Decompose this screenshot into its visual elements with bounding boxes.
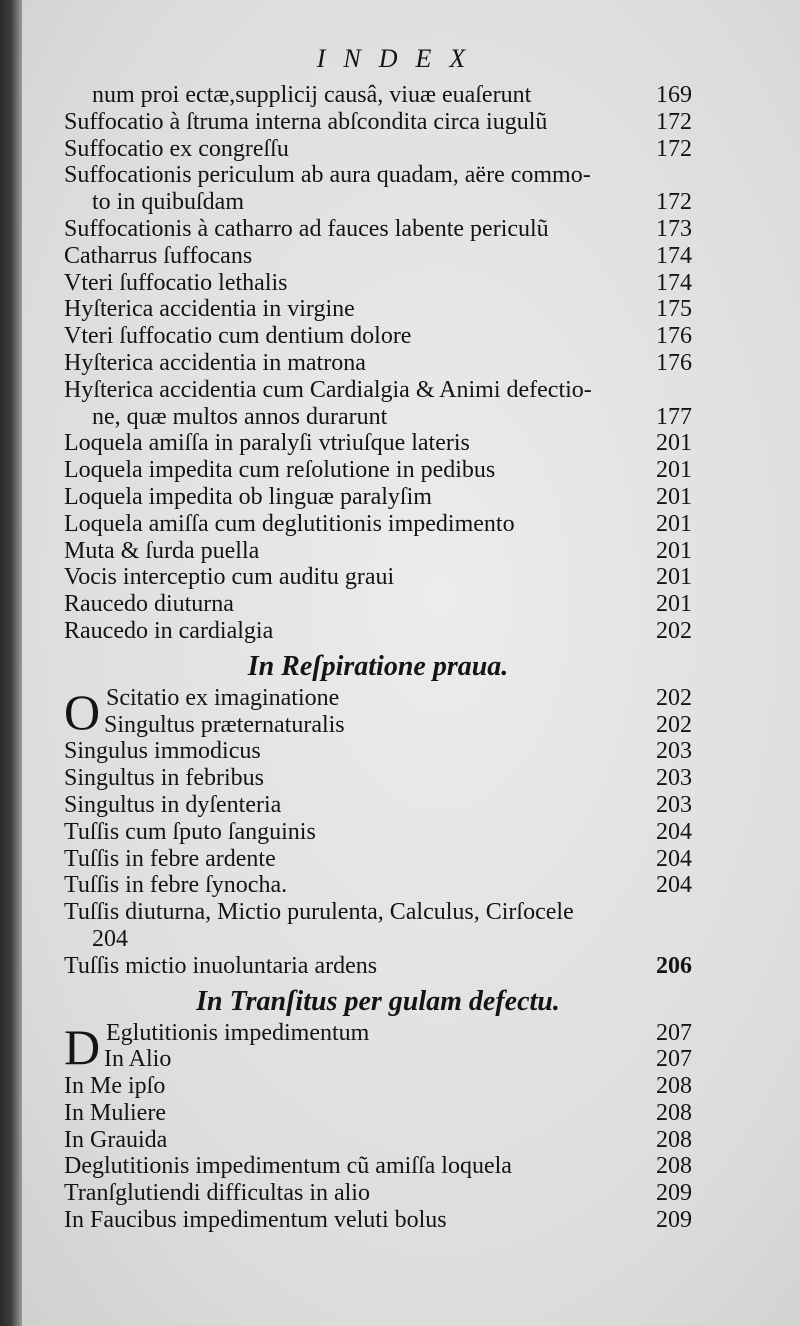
entry-text: Hyſterica accidentia cum Cardialgia & Animi defectio- [64,376,592,403]
index-entry [64,82,692,109]
entry-text: Deglutitionis impedimentum cũ amiſſa loquela [64,1153,512,1180]
index-entry [64,136,692,163]
entry-text: Vteri ſuffocatio lethalis [64,269,288,296]
index-entry [64,872,692,899]
entry-page-number: 203 [656,791,692,818]
entry-text: Tuſſis mictio inuoluntaria ardens [64,952,378,979]
index-entry [64,792,692,819]
entry-page-number: 208 [656,1073,692,1100]
index-entry [64,1127,692,1154]
book-binding-edge [0,0,22,1326]
index-block-swallowing [64,1020,692,1234]
entry-text: Raucedo diuturna [64,591,234,618]
index-entry [64,430,692,457]
entry-text: 204 [92,925,128,952]
index-entry [64,243,692,270]
entry-page-number: 201 [656,457,692,484]
index-entry [64,1207,692,1234]
index-entry [64,819,692,846]
entry-page-number: 203 [656,765,692,792]
entry-text: In Faucibus impedimentum veluti bolus [64,1207,447,1234]
section-title-swallowing: In Tranſitus per gulam defectu. [196,985,560,1017]
entry-text: Suffocationis periculum ab aura quadam, aëre commo- [64,162,591,189]
entry-text: In Grauida [64,1126,168,1153]
entry-text: Loquela amiſſa cum deglutitionis impedimento [64,510,515,537]
entry-text: Vteri ſuffocatio cum dentium dolore [64,323,412,350]
index-entry [64,270,692,297]
entry-page-number: 172 [656,108,692,135]
entry-text: Tuſſis diuturna, Mictio purulenta, Calculus, Cirſocele [64,899,574,926]
entry-page-number: 208 [656,1099,692,1126]
entry-text: Raucedo in cardialgia [64,617,274,644]
entry-page-number: 202 [656,711,692,738]
entry-text: Suffocationis à catharro ad fauces labente periculũ [64,215,549,242]
entry-text: Hyſterica accidentia in matrona [64,349,366,376]
index-entry [64,564,692,591]
entry-text: Tuſſis in febre ardente [64,845,276,872]
entry-text: Tuſſis in febre ſynocha. [64,872,288,899]
entry-page-number: 173 [656,215,692,242]
entry-text: Vocis interceptio cum auditu graui [64,564,395,591]
entry-text: In Me ipſo [64,1073,166,1100]
entry-page-number: 201 [656,537,692,564]
index-entry [64,685,692,712]
index-block-respiration [64,685,692,980]
index-entry [64,350,692,377]
entry-text: Singultus in febribus [64,765,265,792]
entry-page-number: 204 [656,845,692,872]
index-entry [64,926,692,953]
entry-text: Singulus immodicus [64,738,261,765]
index-entry [64,953,692,980]
index-entry [64,846,692,873]
entry-page-number: 201 [656,430,692,457]
index-block-1 [64,82,692,645]
index-entry [64,1180,692,1207]
index-entry [64,591,692,618]
index-entry [64,377,692,404]
index-entry [64,1100,692,1127]
entry-text: ne, quæ multos annos durarunt [92,403,388,430]
entry-page-number: 204 [656,872,692,899]
entry-page-number: 176 [656,323,692,350]
entry-text: Catharrus ſuffocans [64,242,253,269]
entry-page-number: 208 [656,1126,692,1153]
entry-page-number: 207 [656,1019,692,1046]
entry-text: Loquela impedita cum reſolutione in pedibus [64,457,496,484]
index-entry [64,899,692,926]
index-entry [64,296,692,323]
entry-page-number: 201 [656,564,692,591]
index-content [64,82,692,1234]
entry-page-number: 209 [656,1180,692,1207]
drop-cap-d: D [64,1018,101,1075]
entry-page-number: 176 [656,349,692,376]
index-entry [64,457,692,484]
entry-page-number: 172 [656,189,692,216]
index-entry [64,162,692,189]
entry-text: Suffocatio ex congreſſu [64,135,289,162]
entry-page-number: 174 [656,269,692,296]
entry-text: Scitatio ex imaginatione [106,684,340,711]
entry-page-number: 172 [656,135,692,162]
entry-page-number: 202 [656,617,692,644]
index-entry [64,216,692,243]
index-entry [64,765,692,792]
section-title-respiration: In Reſpiratione praua. [247,650,509,682]
entry-text: Hyſterica accidentia in virgine [64,296,355,323]
index-entry [64,618,692,645]
entry-text: Muta & ſurda puella [64,537,260,564]
entry-page-number: 201 [656,591,692,618]
entry-text: Singultus præternaturalis [104,711,345,738]
entry-page-number: 169 [656,82,692,108]
entry-page-number: 204 [656,818,692,845]
index-entry [64,484,692,511]
entry-page-number: 208 [656,1153,692,1180]
entry-text: Tranſglutiendi difficultas in alio [64,1180,370,1207]
index-entry [64,323,692,350]
page-header: INDEX [316,44,484,73]
index-entry [64,1073,692,1100]
index-entry [64,189,692,216]
index-entry [64,1046,692,1073]
index-entry [64,538,692,565]
index-entry [64,109,692,136]
entry-text: Loquela impedita ob linguæ paralyſim [64,483,432,510]
entry-text: In Muliere [64,1099,166,1126]
entry-text: to in quibuſdam [92,189,244,216]
index-entry [64,712,692,739]
entry-text: Suffocatio à ſtruma interna abſcondita circa iugulũ [64,108,548,135]
entry-text: num proi ectæ,supplicij causâ, viuæ euaſerunt [92,82,532,108]
drop-cap-o: O [64,683,101,740]
entry-page-number: 175 [656,296,692,323]
entry-page-number: 201 [656,483,692,510]
entry-page-number: 206 [656,952,692,979]
index-entry [64,738,692,765]
entry-text: Eglutitionis impedimentum [106,1019,370,1046]
index-entry [64,404,692,431]
entry-page-number: 177 [656,403,692,430]
entry-page-number: 201 [656,510,692,537]
entry-page-number: 203 [656,738,692,765]
entry-text: Singultus in dyſenteria [64,791,282,818]
entry-page-number: 209 [656,1207,692,1234]
index-entry [64,1020,692,1047]
index-entry [64,511,692,538]
entry-page-number: 207 [656,1046,692,1073]
entry-text: Loquela amiſſa in paralyſi vtriuſque lateris [64,430,470,457]
entry-text: Tuſſis cum ſputo ſanguinis [64,818,316,845]
entry-page-number: 174 [656,242,692,269]
entry-text: In Alio [104,1046,172,1073]
index-entry [64,1153,692,1180]
entry-page-number: 202 [656,684,692,711]
